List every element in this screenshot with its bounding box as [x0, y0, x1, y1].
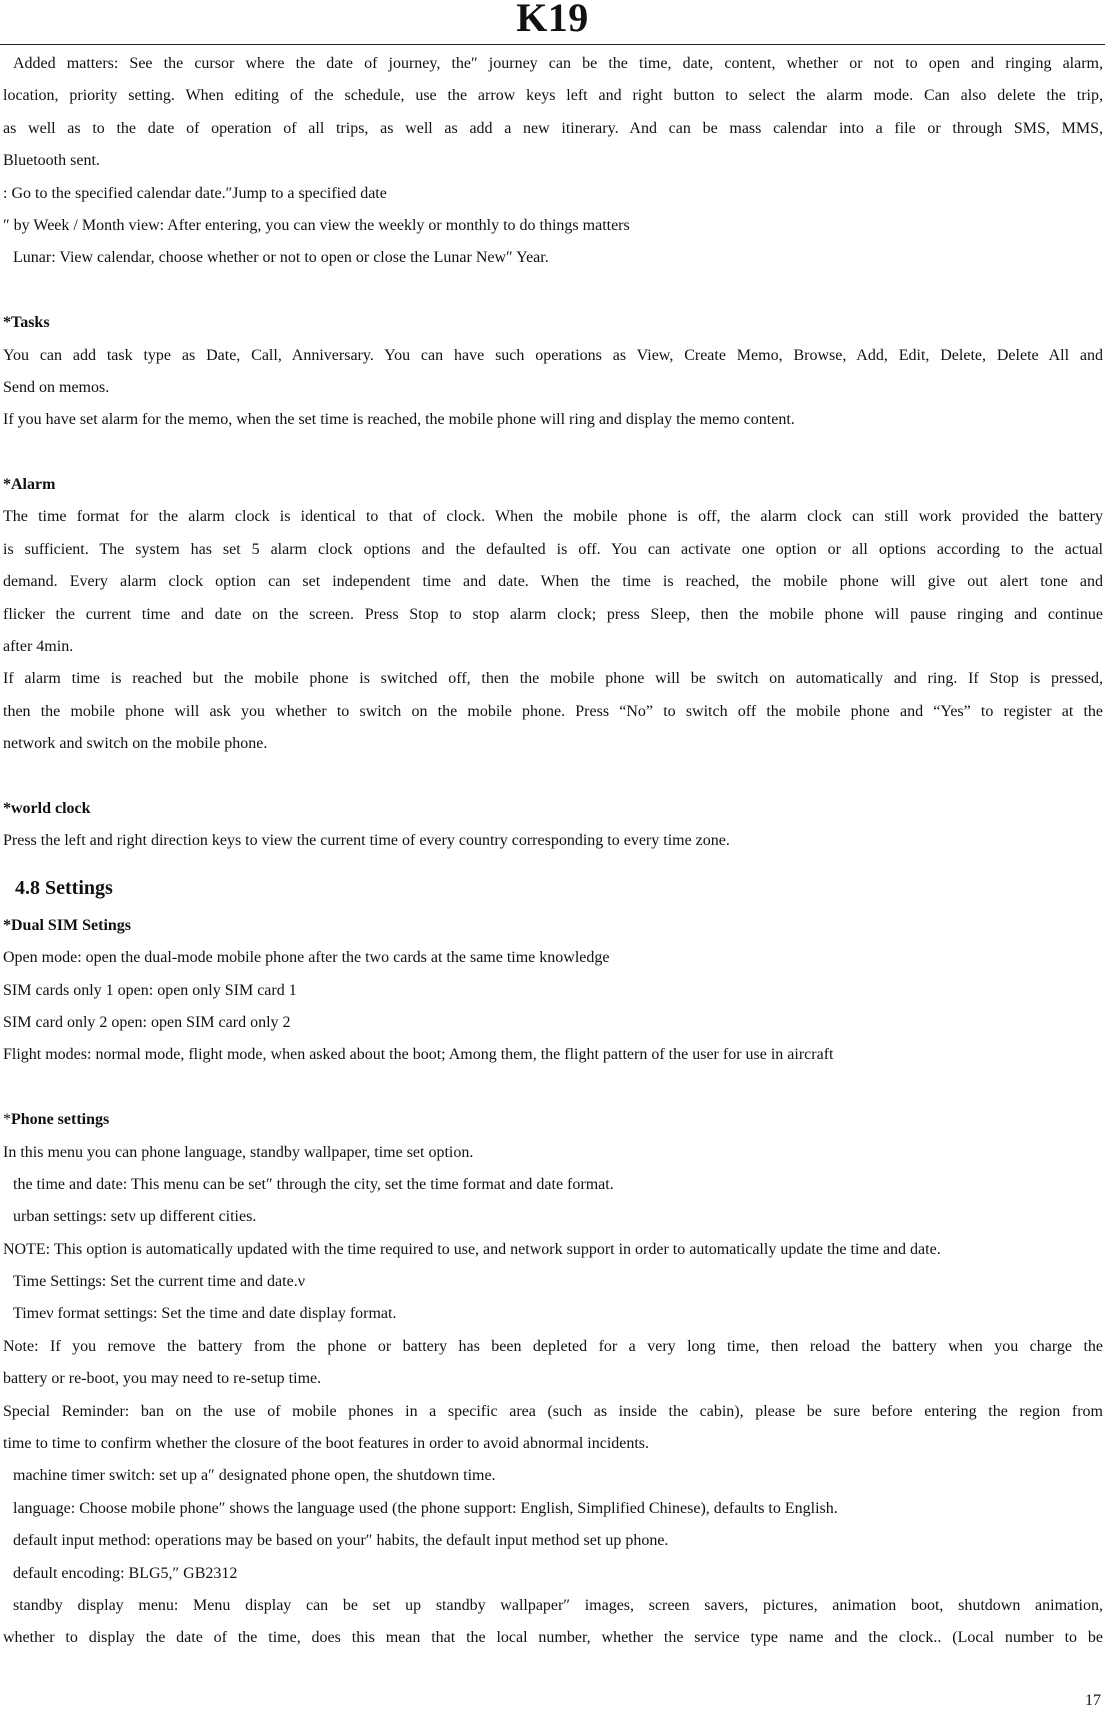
paragraph-line: Lunar: View calendar, choose whether or not to open or close the Lunar New″ Year.	[13, 249, 549, 267]
page-number: 17	[1085, 1692, 1101, 1709]
paragraph-line: If alarm time is reached but the mobile phone is switched off, then the mobile phone will be switch on automatically and ring. If Stop is pressed,	[3, 670, 1103, 688]
section-heading-phone-settings	[3, 1104, 1103, 1136]
paragraph-line: Open mode: open the dual-mode mobile phone after the two cards at the same time knowledge	[3, 949, 610, 967]
paragraph-line: Flight modes: normal mode, flight mode, when asked about the boot; Among them, the flight pattern of the user for use in aircraft	[3, 1046, 834, 1064]
paragraph-line: battery or re-boot, you may need to re-setup time.	[3, 1370, 322, 1388]
paragraph-line: network and switch on the mobile phone.	[3, 735, 268, 753]
section-heading-tasks: *Tasks	[3, 314, 50, 332]
paragraph-line: default encoding: BLG5,″ GB2312	[13, 1564, 238, 1582]
paragraph-line: Press the left and right direction keys to view the current time of every country corresponding to every time zone.	[3, 832, 730, 850]
paragraph-line: Bluetooth sent.	[3, 152, 100, 170]
page-body	[3, 48, 1103, 1655]
spacer	[3, 761, 1103, 793]
paragraph-line: language: Choose mobile phone″ shows the language used (the phone support: English, Simplified Chinese), defaults to English.	[13, 1499, 838, 1517]
paragraph-line: default input method: operations may be based on your″ habits, the default input method set up phone.	[13, 1532, 669, 1550]
paragraph-line: Timeν format settings: Set the time and date display format.	[13, 1305, 397, 1323]
spacer	[3, 437, 1103, 469]
paragraph-line: machine timer switch: set up a″ designated phone open, the shutdown time.	[13, 1467, 496, 1485]
paragraph-line: location, priority setting. When editing of the schedule, use the arrow keys left and right button to select the alarm mode. Can also delete the trip,	[3, 87, 1103, 105]
heading-text: Phone settings	[11, 1111, 110, 1129]
spacer	[3, 275, 1103, 307]
page-header	[0, 0, 1105, 45]
paragraph-line: If you have set alarm for the memo, when the set time is reached, the mobile phone will ring and display the memo content.	[3, 411, 795, 429]
paragraph-line: time to time to confirm whether the closure of the boot features in order to avoid abnormal incidents.	[3, 1435, 650, 1453]
paragraph-line: The time format for the alarm clock is identical to that of clock. When the mobile phone is off, the alarm clock can still work provided the battery	[3, 508, 1103, 526]
paragraph-line: In this menu you can phone language, standby wallpaper, time set option.	[3, 1143, 474, 1161]
paragraph-line: Note: If you remove the battery from the phone or battery has been depleted for a very long time, then reload the battery when you charge the	[3, 1337, 1103, 1355]
paragraph-line: urban settings: setν up different cities.	[13, 1208, 257, 1226]
section-heading-world-clock: *world clock	[3, 799, 91, 817]
paragraph-line: standby display menu: Menu display can be set up standby wallpaper″ images, screen savers, pictures, animation boot, shutdown animation,	[13, 1596, 1103, 1614]
paragraph-line: the time and date: This menu can be set″ through the city, set the time format and date format.	[13, 1175, 614, 1193]
paragraph-line: SIM card only 2 open: open SIM card only 2	[3, 1013, 291, 1031]
section-heading-settings: 4.8 Settings	[15, 876, 113, 899]
paragraph-line: ″ by Week / Month view: After entering, you can view the weekly or monthly to do things matters	[3, 216, 630, 234]
paragraph-line: is sufficient. The system has set 5 alarm clock options and the defaulted is off. You can activate one option or all options according to the actual	[3, 540, 1103, 558]
paragraph-line: then the mobile phone will ask you whether to switch on the mobile phone. Press “No” to switch off the mobile phone and “Yes” to register at the	[3, 702, 1103, 720]
paragraph-line: You can add task type as Date, Call, Anniversary. You can have such operations as View, Create Memo, Browse, Add, Edit, Delete, Delete All and	[3, 346, 1103, 364]
paragraph-line: after 4min.	[3, 638, 74, 656]
heading-asterisk: *	[3, 1111, 11, 1129]
paragraph-line: flicker the current time and date on the screen. Press Stop to stop alarm clock; press Sleep, then the mobile phone will pause ringing and continue	[3, 605, 1103, 623]
spacer	[3, 1072, 1103, 1104]
paragraph-line: : Go to the specified calendar date.″Jump to a specified date	[3, 184, 387, 202]
paragraph-line: SIM cards only 1 open: open only SIM card 1	[3, 981, 297, 999]
paragraph-line: whether to display the date of the time, does this mean that the local number, whether the service type name and the clock.. (Local number to be	[3, 1629, 1103, 1647]
paragraph-line: Added matters: See the cursor where the date of journey, the″ journey can be the time, date, content, whether or not to open and ringing alarm,	[13, 55, 1103, 72]
paragraph-line: as well as to the date of operation of all trips, as well as add a new itinerary. And can be mass calendar into a file or through SMS, MMS,	[3, 119, 1103, 137]
paragraph-line: Special Reminder: ban on the use of mobile phones in a specific area (such as inside the cabin), please be sure before entering the region from	[3, 1402, 1103, 1420]
paragraph-line: Time Settings: Set the current time and date.ν	[13, 1273, 305, 1291]
document-title: K19	[516, 0, 589, 40]
paragraph-line: demand. Every alarm clock option can set independent time and date. When the time is reached, the mobile phone will give out alert tone and	[3, 573, 1103, 591]
section-heading-alarm: *Alarm	[3, 476, 56, 494]
paragraph-line: NOTE: This option is automatically updated with the time required to use, and network support in order to automatically update the time and date.	[3, 1240, 941, 1258]
paragraph-line: Send on memos.	[3, 378, 110, 396]
section-heading-dual-sim: *Dual SIM Setings	[3, 916, 132, 934]
